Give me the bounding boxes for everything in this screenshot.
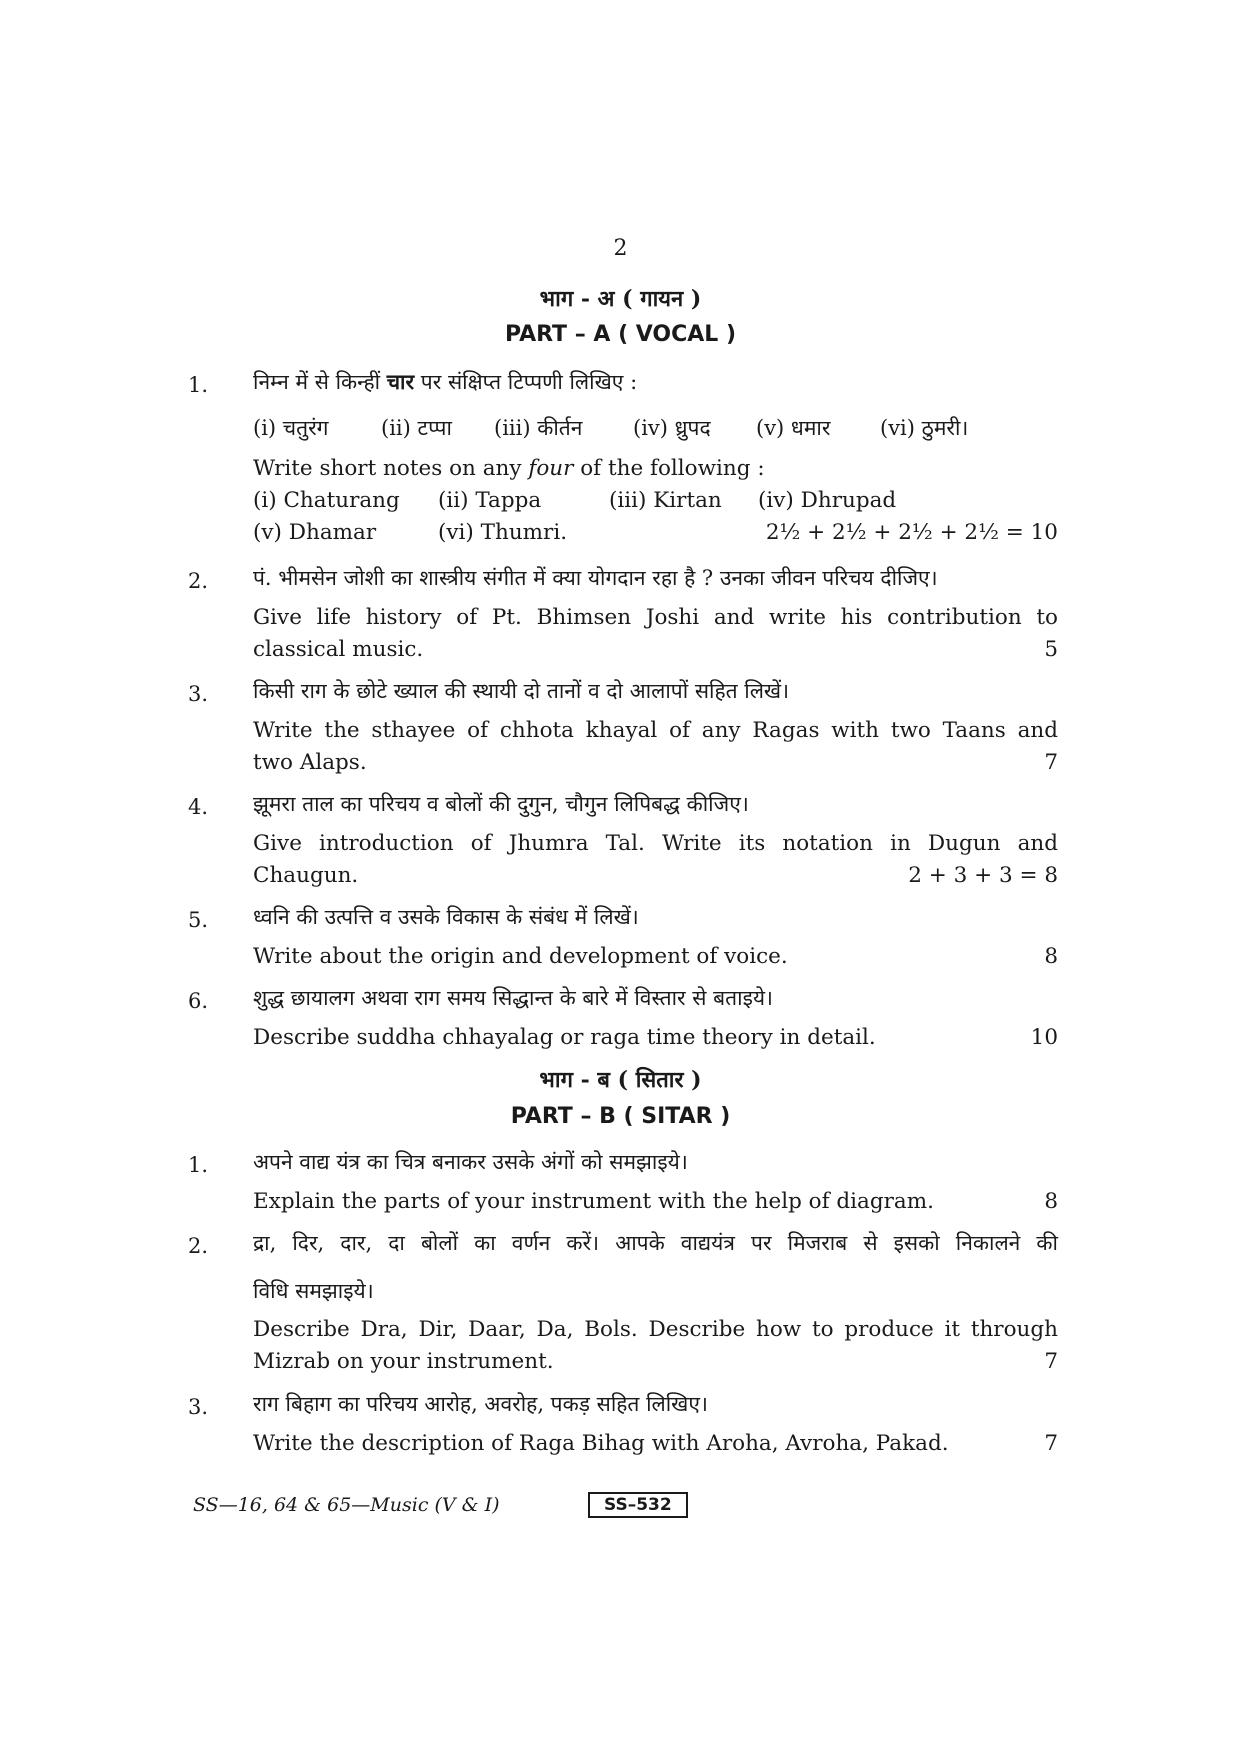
marks: 7 (1044, 1431, 1058, 1456)
question-number: 2. (188, 569, 209, 593)
part-b-english-heading: PART – B ( SITAR ) (510, 1104, 731, 1129)
marks: 2 + 3 + 3 = 8 (908, 863, 1058, 888)
question-hindi: शुद्ध छायालग अथवा राग समय सिद्धान्त के बारे में विस्तार से बताइये। (253, 986, 774, 1010)
question-number: 1. (188, 373, 209, 397)
question-english-line-1: Give life history of Pt. Bhimsen Joshi and write his contribution to (253, 605, 1058, 630)
question-hindi: पं. भीमसेन जोशी का शास्त्रीय संगीत में क्या योगदान रहा है ? उनका जीवन परिचय दीजिए। (253, 566, 938, 590)
part-b-hindi-heading: भाग - ब ( सितार ) (539, 1067, 702, 1093)
question-english-line-1: Describe Dra, Dir, Daar, Da, Bols. Describe how to produce it through (253, 1317, 1058, 1342)
question-english-line-1: Write the description of Raga Bihag with Aroha, Avroha, Pakad. (253, 1431, 949, 1456)
question-hindi: निम्न में से किन्हीं चार पर संक्षिप्त टिप्पणी लिखिए : (253, 369, 638, 394)
question-english-line-1: Write the sthayee of chhota khayal of any Ragas with two Taans and (253, 718, 1058, 743)
question-english: Write short notes on any four of the following : (253, 456, 765, 481)
question-hindi: किसी राग के छोटे ख्याल की स्थायी दो तानों व दो आलापों सहित लिखें। (253, 679, 790, 703)
question-hindi-line-2: विधि समझाइये। (253, 1279, 374, 1303)
part-a-english-heading: PART – A ( VOCAL ) (504, 322, 737, 347)
question-hindi: ध्वनि की उत्पत्ति व उसके विकास के संबंध में लिखें। (253, 905, 639, 929)
question-hindi: अपने वाद्य यंत्र का चित्र बनाकर उसके अंगों को समझाइये। (253, 1150, 688, 1174)
marks: 8 (1044, 1189, 1058, 1214)
question-number: 6. (188, 989, 209, 1013)
english-options-row-2: (v) Dhamar (vi) Thumri. (253, 520, 568, 545)
footer-paper-code: SS—16, 64 & 65—Music (V & I) (193, 1494, 500, 1516)
part-a-hindi-heading: भाग - अ ( गायन ) (539, 286, 702, 312)
question-english-line-1: Write about the origin and development of voice. (253, 944, 788, 969)
marks: 5 (1044, 637, 1058, 662)
question-english-line-2: classical music. (253, 637, 424, 662)
question-hindi: राग बिहाग का परिचय आरोह, अवरोह, पकड़ सहित लिखिए। (253, 1392, 708, 1416)
question-english-line-1: Describe suddha chhayalag or raga time theory in detail. (253, 1025, 876, 1050)
question-number: 5. (188, 908, 209, 932)
marks: 7 (1044, 1349, 1058, 1374)
question-english-line-1: Give introduction of Jhumra Tal. Write its notation in Dugun and (253, 831, 1058, 856)
question-hindi: झूमरा ताल का परिचय व बोलों की दुगुन, चौगुन लिपिबद्ध कीजिए। (253, 792, 749, 816)
question-number: 3. (188, 682, 209, 706)
question-english-line-1: Explain the parts of your instrument with the help of diagram. (253, 1189, 934, 1214)
question-number: 2. (188, 1234, 209, 1258)
question-english-line-2: two Alaps. (253, 750, 367, 775)
english-options-row-1: (i) Chaturang (ii) Tappa (iii) Kirtan (iv) Dhrupad (253, 488, 897, 513)
marks: 7 (1044, 750, 1058, 775)
question-hindi-line-1: द्रा, दिर, दार, दा बोलों का वर्णन करें। आपके वाद्ययंत्र पर मिजराब से इसको निकालने की (253, 1231, 1058, 1255)
hindi-options: (i) चतुरंग (ii) टप्पा (iii) कीर्तन (iv) ध्रुपद (v) धमार (vi) ठुमरी। (253, 416, 969, 440)
question-number: 3. (188, 1395, 209, 1419)
marks: 10 (1030, 1025, 1058, 1050)
marks: 2½ + 2½ + 2½ + 2½ = 10 (765, 520, 1058, 545)
question-english-line-2: Chaugun. (253, 863, 359, 888)
footer-code-box: SS–532 (588, 1492, 688, 1518)
page-number: 2 (613, 236, 628, 261)
question-number: 1. (188, 1153, 209, 1177)
question-number: 4. (188, 795, 209, 819)
marks: 8 (1044, 944, 1058, 969)
question-english-line-2: Mizrab on your instrument. (253, 1349, 554, 1374)
